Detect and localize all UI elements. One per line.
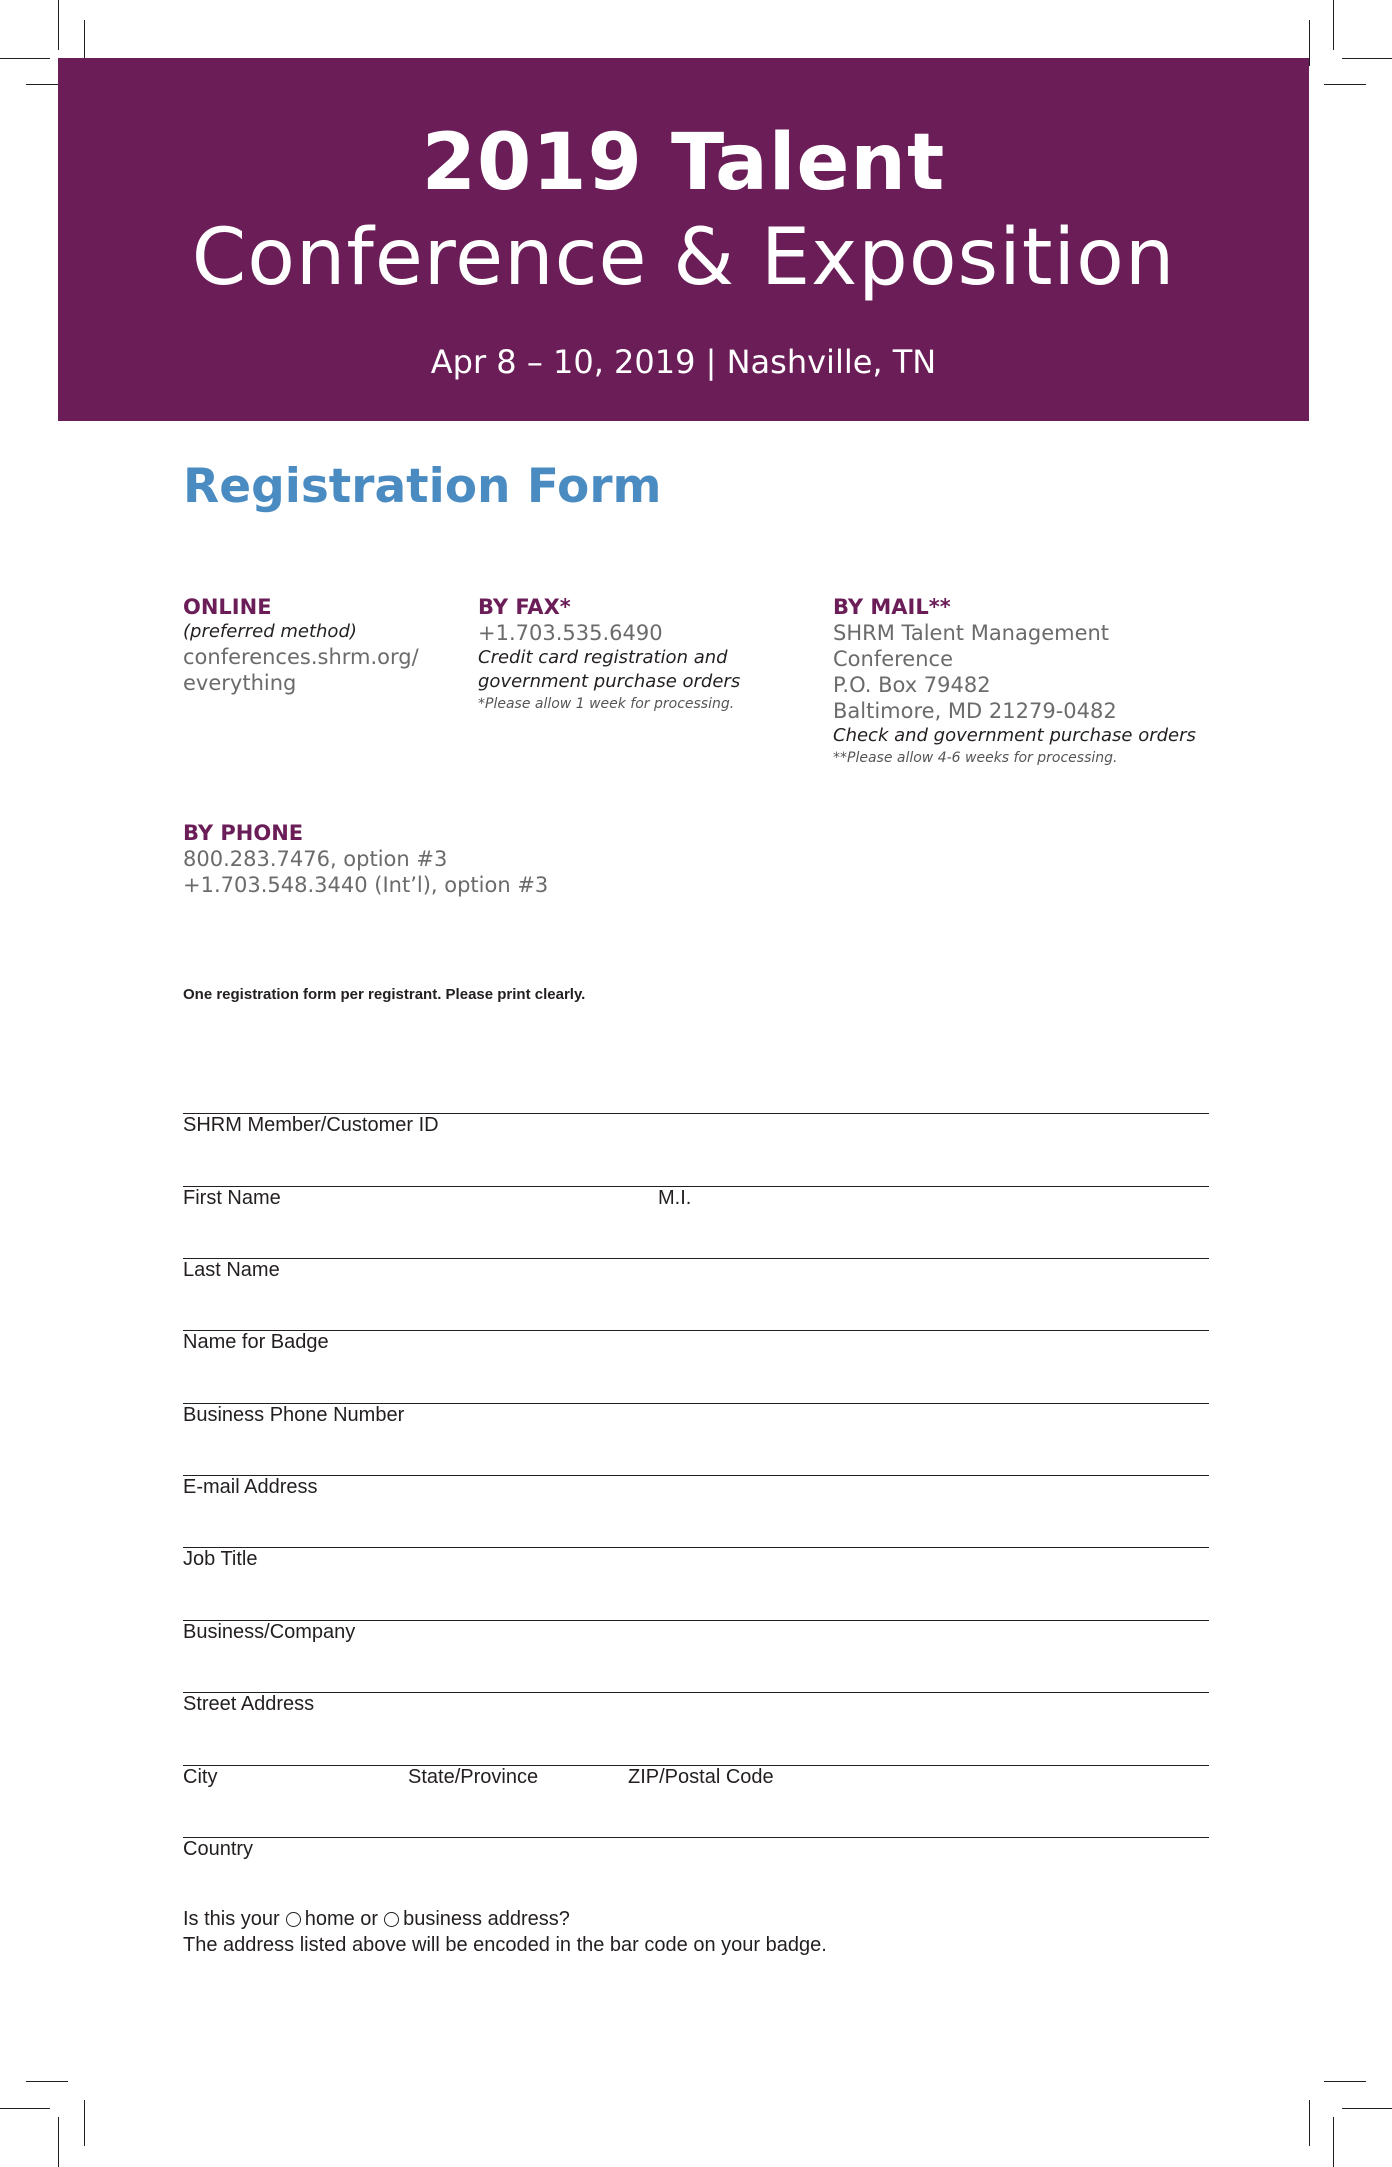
banner-date-location: Apr 8 – 10, 2019 | Nashville, TN — [430, 343, 937, 381]
badge-name-label: Name for Badge — [183, 1331, 329, 1353]
home-radio[interactable] — [286, 1912, 301, 1927]
last-name-label: Last Name — [183, 1259, 280, 1281]
mi-label: M.I. — [658, 1187, 692, 1209]
crop-mark — [0, 58, 50, 59]
city-label: City — [183, 1766, 218, 1788]
phone-heading: BY PHONE — [183, 821, 304, 845]
mail-method — [833, 594, 1196, 768]
job-title-label: Job Title — [183, 1548, 258, 1570]
fax-heading: BY FAX* — [478, 595, 571, 619]
crop-mark — [84, 2100, 85, 2146]
crop-mark — [1309, 2100, 1310, 2146]
crop-mark — [1333, 0, 1334, 50]
street-label: Street Address — [183, 1693, 315, 1715]
crop-mark — [1324, 2081, 1366, 2082]
crop-mark — [26, 2081, 68, 2082]
home-option-label: home or — [304, 1908, 379, 1930]
page-title: Registration Form — [183, 459, 662, 514]
online-method — [183, 594, 419, 696]
fax-method — [478, 594, 740, 714]
online-heading: ONLINE — [183, 595, 272, 619]
first-name-line[interactable] — [183, 1186, 1209, 1187]
fax-small-note: *Please allow 1 week for processing. — [478, 696, 735, 712]
job-title-line[interactable] — [183, 1547, 1209, 1548]
fax-note: Credit card registration and — [478, 647, 728, 668]
street-line[interactable] — [183, 1692, 1209, 1693]
crop-mark — [1342, 58, 1392, 59]
online-url-line[interactable]: conferences.shrm.org/ — [183, 645, 419, 669]
email-line[interactable] — [183, 1475, 1209, 1476]
address-type-question — [183, 1906, 827, 1958]
state-label: State/Province — [408, 1766, 539, 1788]
last-name-line[interactable] — [183, 1258, 1209, 1259]
phone-label: Business Phone Number — [183, 1404, 405, 1426]
address-note: The address listed above will be encoded in the bar code on your badge. — [183, 1934, 827, 1956]
country-line[interactable] — [183, 1837, 1209, 1838]
first-name-label: First Name — [183, 1187, 281, 1209]
online-url-line[interactable]: everything — [183, 671, 297, 695]
crop-mark — [58, 0, 59, 50]
business-radio[interactable] — [384, 1912, 399, 1927]
fax-number: +1.703.535.6490 — [478, 621, 663, 645]
crop-mark — [58, 2117, 59, 2167]
mail-heading: BY MAIL** — [833, 595, 951, 619]
fax-note: government purchase orders — [478, 671, 741, 692]
mail-address-line: P.O. Box 79482 — [833, 673, 991, 697]
crop-mark — [0, 2108, 50, 2109]
zip-label: ZIP/Postal Code — [628, 1766, 774, 1788]
mail-address-line: Baltimore, MD 21279-0482 — [833, 699, 1117, 723]
crop-mark — [1342, 2108, 1392, 2109]
crop-mark — [1309, 20, 1310, 66]
banner-title: 2019 Talent — [421, 118, 946, 208]
mail-note: Check and government purchase orders — [833, 725, 1196, 746]
country-label: Country — [183, 1838, 254, 1860]
email-label: E-mail Address — [183, 1476, 318, 1498]
banner-subtitle: Conference & Exposition — [191, 213, 1176, 303]
header-banner — [58, 58, 1309, 421]
instruction-text: One registration form per registrant. Please print clearly. — [183, 986, 586, 1003]
business-option-label: business address? — [403, 1908, 570, 1930]
crop-mark — [1333, 2117, 1334, 2167]
phone-number: +1.703.548.3440 (Int’l), option #3 — [183, 873, 549, 897]
mail-address-line: Conference — [833, 647, 954, 671]
company-label: Business/Company — [183, 1621, 356, 1643]
mail-address-line: SHRM Talent Management — [833, 621, 1110, 645]
phone-number: 800.283.7476, option #3 — [183, 847, 448, 871]
phone-method — [183, 820, 548, 898]
crop-mark — [1324, 84, 1366, 85]
mail-small-note: **Please allow 4-6 weeks for processing. — [833, 750, 1118, 766]
online-note: (preferred method) — [183, 621, 357, 642]
member-id-label: SHRM Member/Customer ID — [183, 1114, 439, 1136]
badge-name-line[interactable] — [183, 1330, 1209, 1331]
question-prefix: Is this your — [183, 1908, 280, 1930]
